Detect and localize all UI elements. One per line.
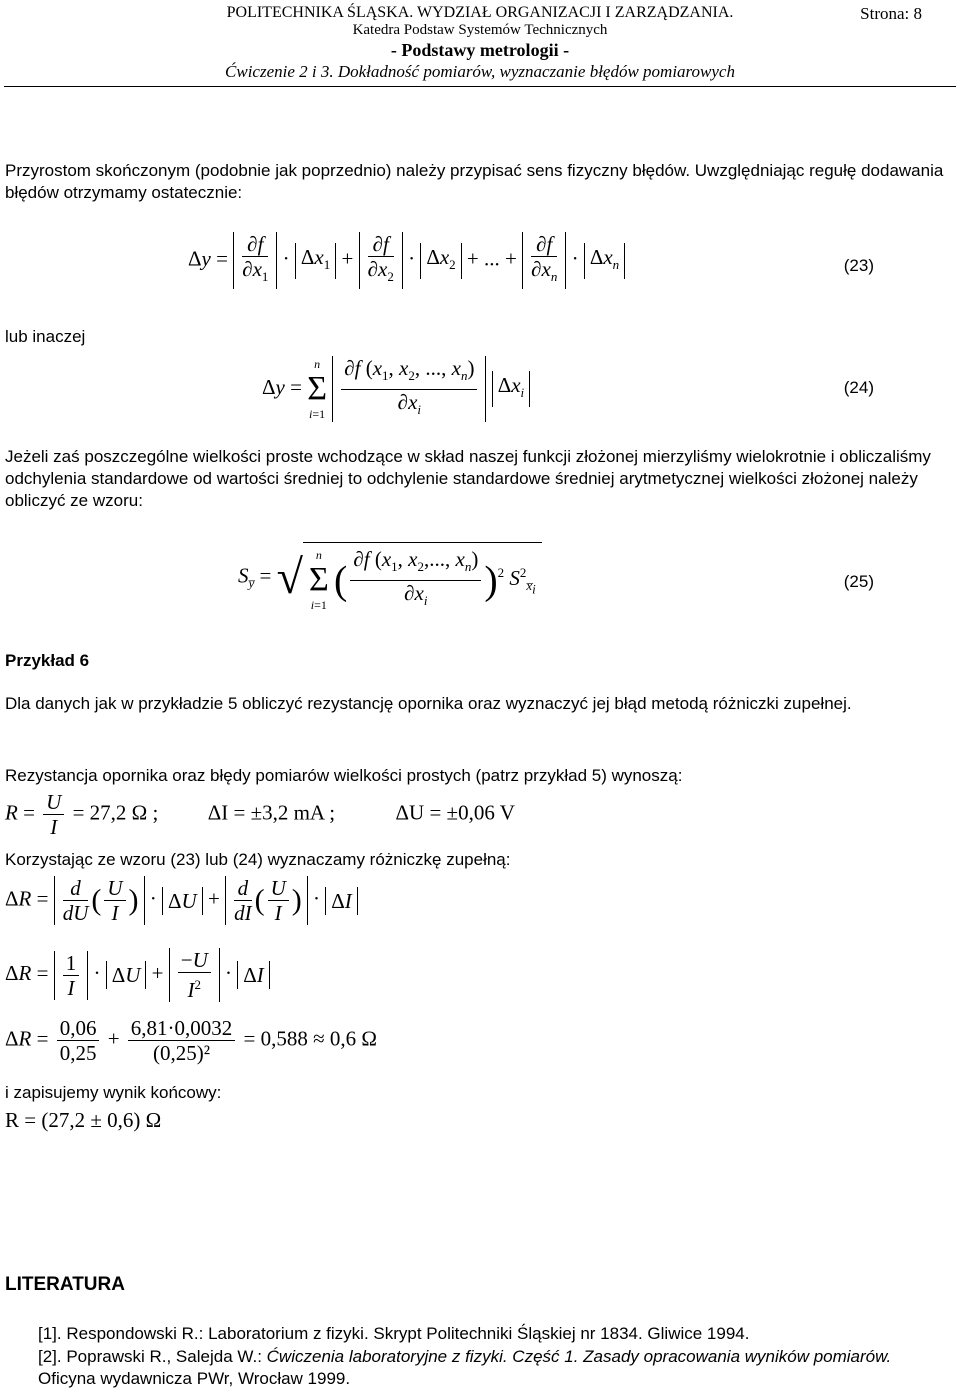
header-line-4: Ćwiczenie 2 i 3. Dokładność pomiarów, wyznaczanie błędów pomiarowych bbox=[225, 62, 735, 81]
calc-denominator-b: (0,25)² bbox=[153, 1041, 211, 1065]
example-title: Przykład 6 bbox=[5, 651, 90, 670]
given-values: R = $\frac{U}{I}$ = 27,2 Ω ; ΔI = ±3,2 mA ; ΔU = ±0,06 V bbox=[5, 790, 515, 839]
equation-number-25: (25) bbox=[843, 572, 874, 591]
paragraph-5: Korzystając ze wzoru (23) lub (24) wyznaczamy różniczkę zupełną: bbox=[5, 850, 511, 869]
calc-denominator-a: 0,25 bbox=[59, 1041, 97, 1065]
differential-line-3: ΔR = $\frac{0,06}{0,25}$ + $\frac{6,81\cdot 0,0032}{\text{(0,25)²}}$ = 0,588 ≈ 0,6 Ω bbox=[5, 1016, 378, 1065]
differential-line-1: ΔR = $\frac{d}{dU}$ ( $\frac{U}{I}$ ) · ΔU + $\frac{d}{dI}$ ( $\frac{U}{I}$ ) · ΔI bbox=[5, 876, 358, 925]
equation-25: $S_{y̅}$ = √ n Σ i=1 ( $\frac{\partial f (x_1, x_2,..., x_n)}{\partial x_i}$ )$^2$ $S^2_{x̅_i}$ bbox=[238, 542, 542, 613]
differential-line-2: ΔR = $\frac{1}{I}$ · ΔU + $\frac{-U}{I^2}$ · ΔI bbox=[5, 948, 270, 1002]
reference-2-authors: [2]. Poprawski R., Salejda W.: bbox=[38, 1347, 267, 1366]
paragraph-2: Jeżeli zaś poszczególne wielkości proste wchodzące w skład naszej funkcji złożonej mierzyliśmy wielokrotnie i obliczaliśmy odchylenia standardowe od wartości średniej to odchylenie standardowe średniej arytmetycznej wielkości złożonej należy obliczyć ze wzoru: bbox=[5, 447, 931, 510]
calc-result: = 0,588 ≈ 0,6 Ω bbox=[243, 1026, 378, 1051]
paragraph-4: Rezystancja opornika oraz błędy pomiarów wielkości prostych (patrz przykład 5) wynoszą: bbox=[5, 766, 683, 785]
paragraph-1: Przyrostom skończonym (podobnie jak poprzednio) należy przypisać sens fizyczny błędów. Uwzględniając regułę dodawania błędów otrzymamy ostatecznie: bbox=[5, 161, 944, 202]
given-resistance: = 27,2 Ω ; bbox=[72, 800, 159, 825]
calc-numerator-a: 0,06 bbox=[57, 1016, 100, 1041]
or-else-label: lub inaczej bbox=[5, 327, 86, 346]
calc-numerator-b: 6,81·0,0032 bbox=[128, 1016, 236, 1041]
given-voltage-error: ΔU = ±0,06 V bbox=[395, 800, 515, 825]
header-line-2: Katedra Podstaw Systemów Technicznych bbox=[352, 22, 608, 38]
equation-number-24: (24) bbox=[843, 378, 874, 397]
header-line-3: - Podstawy metrologii - bbox=[390, 40, 570, 60]
equation-23: Δy = $\frac{\partial f}{\partial x_1}$ · $\Delta x_1$ + $\frac{\partial f}{\partial x_2}$ · $\Delta x_2$ + ... + $\frac{\partial f}{\partial x_n}$ · $\Delta x_n$ bbox=[188, 232, 625, 289]
final-result: R = (27,2 ± 0,6) Ω bbox=[5, 1108, 162, 1132]
reference-2-title: Ćwiczenia laboratoryjne z fizyki. Część 1. Zasady opracowania wyników pomiarów. bbox=[266, 1347, 892, 1366]
reference-2 bbox=[38, 1346, 948, 1390]
reference-1: [1]. Respondowski R.: Laboratorium z fizyki. Skrypt Politechniki Śląskiej nr 1834. Gliwice 1994. bbox=[38, 1324, 750, 1343]
reference-2-publisher: Oficyna wydawnicza PWr, Wrocław 1999. bbox=[38, 1369, 351, 1388]
equation-number-23: (23) bbox=[843, 256, 874, 275]
page-number: Strona: 8 bbox=[860, 4, 922, 23]
header-rule bbox=[4, 86, 956, 87]
given-current-error: ΔI = ±3,2 mA ; bbox=[207, 800, 336, 825]
header-line-1: POLITECHNIKA ŚLĄSKA. WYDZIAŁ ORGANIZACJI I ZARZĄDZANIA. bbox=[226, 4, 734, 21]
paragraph-6: i zapisujemy wynik końcowy: bbox=[5, 1083, 222, 1102]
paragraph-3: Dla danych jak w przykładzie 5 obliczyć rezystancję opornika oraz wyznaczyć jej błąd metodą różniczki zupełnej. bbox=[5, 694, 852, 713]
equation-24: Δy = n Σ i=1 $\frac{\partial f (x_1, x_2, ..., x_n)}{\partial x_i}$ $\Delta x_i$ bbox=[262, 356, 530, 422]
literature-title: LITERATURA bbox=[5, 1274, 125, 1295]
